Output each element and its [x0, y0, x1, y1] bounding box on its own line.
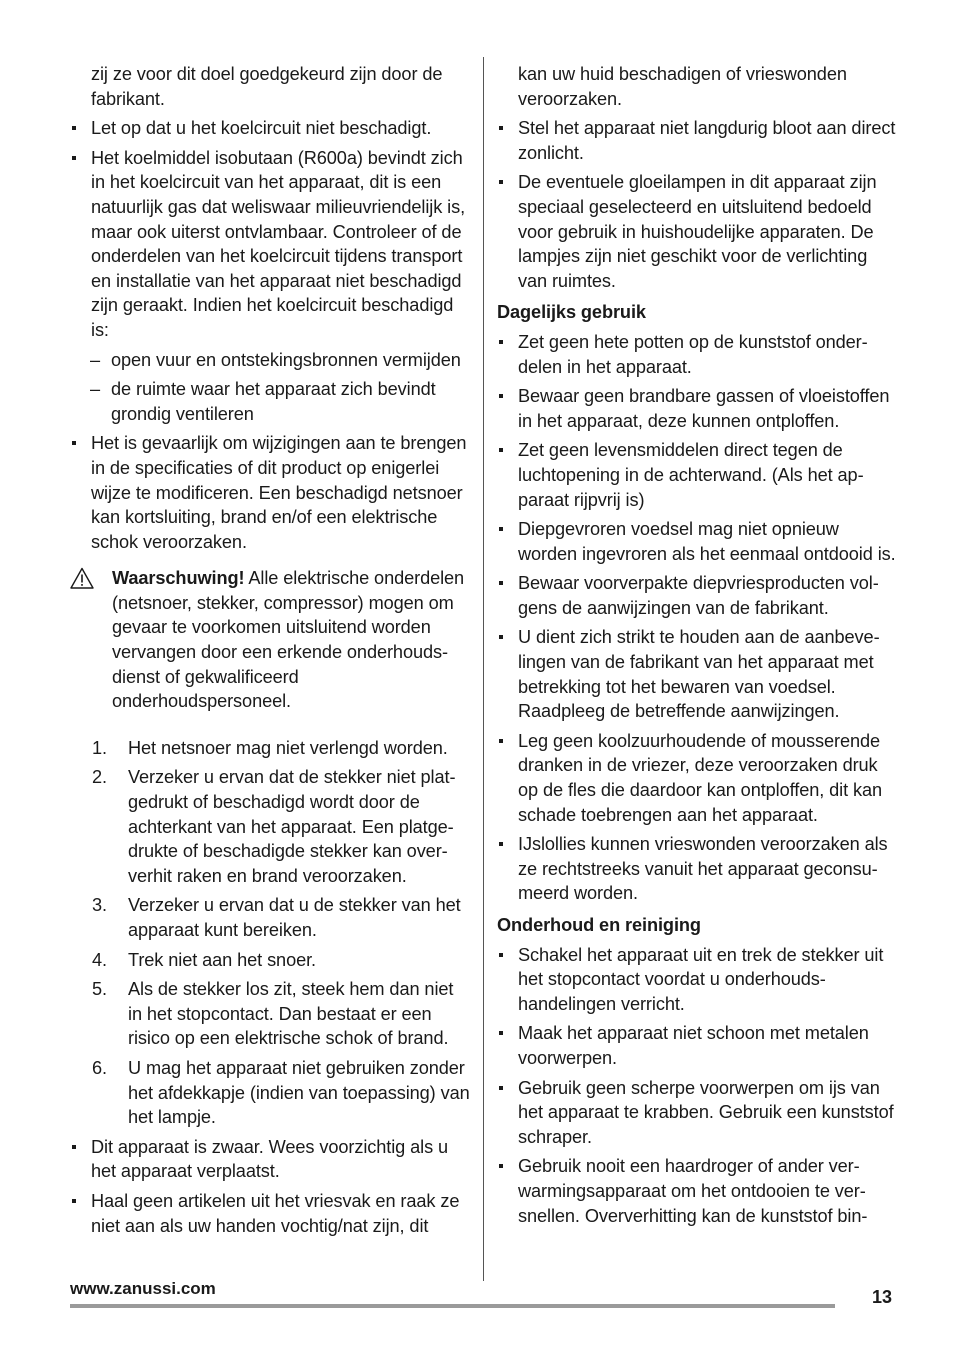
- bullet-list: [497, 330, 897, 906]
- right-column: [497, 62, 897, 1233]
- page-number: 13: [872, 1287, 893, 1307]
- warning-block: [70, 566, 470, 714]
- list-item: Maak het apparaat niet schoon met metalen voorwerpen.: [497, 1021, 897, 1070]
- numbered-item: [70, 765, 470, 888]
- list-item: Haal geen artikelen uit het vriesvak en raak ze niet aan als uw handen vochtig/nat zijn, dit: [70, 1189, 470, 1238]
- numbered-item: [70, 1056, 470, 1130]
- warning-body: Alle elektrische onderdelen (netsnoer, stekker, compressor) mogen om gevaar te voorkomen uitsluitend worden vervangen door een erkende onderhoudsdienst of gekwalificeerd onderhoudspersoneel.: [112, 568, 465, 712]
- bullet-list: [497, 943, 897, 1229]
- list-item: IJslollies kunnen vrieswonden veroorzaken als ze rechtstreeks vanuit het apparaat geconsumeerd worden.: [497, 832, 897, 906]
- item-number: 1.: [92, 737, 107, 758]
- warning-text: [70, 566, 470, 714]
- list-item: U dient zich strikt te houden aan de aanbevelingen van de fabrikant van het apparaat met betrekking tot het bewaren van voedsel. Raadpleeg de betreffende aanwijzingen.: [497, 625, 897, 723]
- bullet-list: [70, 116, 470, 554]
- item-text: Als de stekker los zit, steek hem dan niet in het stopcontact. Dan bestaat er een risico op een elektrische schok of brand.: [128, 979, 454, 1049]
- continuation-text: zij ze voor dit doel goedgekeurd zijn door de fabrikant.: [91, 64, 443, 109]
- list-item-text: Het koelmiddel isobutaan (R600a) bevindt zich in het koelcircuit van het apparaat, dit is een natuurlijk gas dat weliswaar milieuvriendelijk is, maar ook uiterst ontvlambaar. Controleer of de onderdelen van het koelcircuit tijdens transport en installatie van het apparaat niet beschadigd zijn geraakt. Indien het koelcircuit beschadigd is:: [91, 147, 466, 340]
- item-number: 3.: [92, 895, 107, 916]
- item-number: 5.: [92, 979, 107, 1000]
- list-item: Stel het apparaat niet langdurig bloot aan direct zonlicht.: [497, 116, 897, 165]
- warning-title: Waarschuwing!: [112, 568, 245, 589]
- footer-rule: [70, 1304, 835, 1308]
- continuation-text: kan uw huid beschadigen of vrieswonden veroorzaken.: [518, 64, 847, 109]
- list-item: Bewaar geen brandbare gassen of vloeistoffen in het apparaat, deze kunnen ontploffen.: [497, 384, 897, 433]
- item-text: U mag het apparaat niet gebruiken zonder het afdekkapje (indien van toepassing) van het lampje.: [128, 1057, 470, 1128]
- list-item: Leg geen koolzuurhoudende of mousserende dranken in de vriezer, deze veroorzaken druk op de fles die daardoor kan ontploffen, dit kan schade toebrengen aan het apparaat.: [497, 729, 897, 827]
- list-item: Zet geen levensmiddelen direct tegen de luchtopening in de achterwand. (Als het apparaat rijpvrij is): [497, 438, 897, 512]
- section-heading: Onderhoud en reiniging: [497, 915, 701, 935]
- column-divider: [483, 57, 484, 1281]
- section-heading: Dagelijks gebruik: [497, 302, 646, 323]
- item-number: 4.: [92, 949, 107, 970]
- left-column: [70, 62, 470, 1243]
- bullet-list: [497, 116, 897, 293]
- item-text: Trek niet aan het snoer.: [128, 949, 317, 970]
- numbered-item: [70, 977, 470, 1051]
- list-item: Let op dat u het koelcircuit niet beschadigt.: [70, 116, 470, 141]
- list-item: Diepgevroren voedsel mag niet opnieuw worden ingevroren als het eenmaal ontdooid is.: [497, 517, 897, 566]
- dash-list: [70, 348, 470, 427]
- footer-website-link[interactable]: www.zanussi.com: [70, 1279, 216, 1298]
- bullet-list: [70, 1135, 470, 1238]
- list-item: Gebruik geen scherpe voorwerpen om ijs van het apparaat te krabben. Gebruik een kunststof schraper.: [497, 1076, 897, 1150]
- numbered-item: [70, 736, 470, 761]
- list-item: Bewaar voorverpakte diepvriesproducten volgens de aanwijzingen van de fabrikant.: [497, 571, 897, 620]
- list-item: Dit apparaat is zwaar. Wees voorzichtig als u het apparaat verplaatst.: [70, 1135, 470, 1184]
- numbered-item: [70, 893, 470, 942]
- numbered-item: [70, 948, 470, 973]
- item-number: 6.: [92, 1057, 107, 1078]
- list-item: Gebruik nooit een haardroger of ander verwarmingsapparaat om het ontdooien te versnellen. Oververhitting kan de kunststof bin-: [497, 1154, 897, 1228]
- dash-item: – open vuur en ontstekingsbronnen vermijden: [70, 348, 470, 373]
- list-item: [70, 146, 470, 427]
- list-item: Schakel het apparaat uit en trek de stekker uit het stopcontact voordat u onderhoudshandelingen verricht.: [497, 943, 897, 1017]
- list-item: De eventuele gloeilampen in dit apparaat zijn speciaal geselecteerd en uitsluitend bedoeld voor gebruik in huishoudelijke apparaten. De lampjes zijn niet geschikt voor de verlichting van ruimtes.: [497, 170, 897, 293]
- list-item: Zet geen hete potten op de kunststof onderdelen in het apparaat.: [497, 330, 897, 379]
- item-number: 2.: [92, 767, 107, 788]
- item-text: Verzeker u ervan dat de stekker niet platgedrukt of beschadigd wordt door de achterkant van het apparaat. Een platgedrukte of beschadigde stekker kan oververhit raken en brand veroorzaken.: [128, 767, 456, 886]
- warning-triangle-icon: [70, 567, 94, 589]
- list-item: Het is gevaarlijk om wijzigingen aan te brengen in de specificaties of dit product op enigerlei wijze te modificeren. Een beschadigd netsnoer kan kortsluiting, brand en/of een elektrische schok veroorzaken.: [70, 431, 470, 554]
- item-text: Het netsnoer mag niet verlengd worden.: [128, 737, 448, 758]
- item-text: Verzeker u ervan dat u de stekker van het apparaat kunt bereiken.: [128, 895, 461, 940]
- dash-item: – de ruimte waar het apparaat zich bevindt grondig ventileren: [70, 377, 470, 426]
- numbered-list: [70, 736, 470, 1130]
